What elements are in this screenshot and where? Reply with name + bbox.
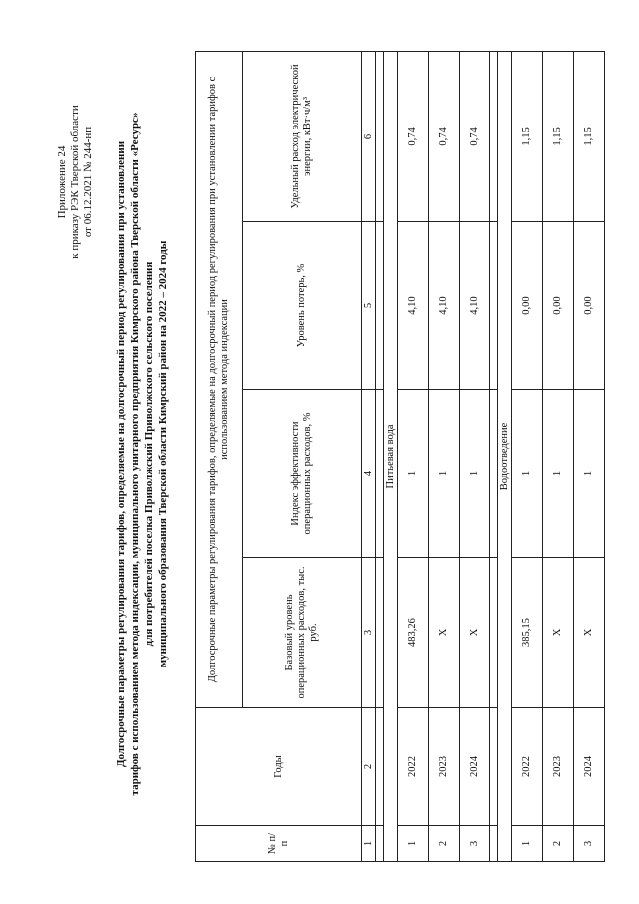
- colnum-5: 5: [362, 222, 376, 390]
- appendix-line-2: к приказу РЭК Тверской области: [69, 105, 81, 259]
- header-col-5: Уровень потерь, %: [243, 222, 362, 390]
- cell-num: 3: [459, 826, 490, 862]
- table-row: [574, 51, 605, 861]
- cell-year: 2023: [428, 708, 459, 826]
- colnum-1: 1: [362, 826, 376, 862]
- section-title-row: [498, 51, 512, 861]
- cell-base-opex: Х: [459, 558, 490, 708]
- cell-energy-use: 1,15: [574, 51, 605, 221]
- cell-energy-use: 0,74: [459, 51, 490, 221]
- cell-energy-use: 0,74: [428, 51, 459, 221]
- table-row: [512, 51, 543, 861]
- section-title-row: [384, 51, 398, 861]
- cell-year: 2022: [398, 708, 429, 826]
- title-line-1: Долгосрочные параметры регулирования тарифов, определяемые на долгосрочный период регулирования при установлении: [115, 140, 127, 768]
- cell-efficiency-index: 1: [574, 390, 605, 558]
- cell-loss-level: 4,10: [398, 222, 429, 390]
- section-title-drinking-water: Питьевая вода: [384, 51, 398, 861]
- colnum-6: 6: [362, 51, 376, 221]
- cell-loss-level: 0,00: [543, 222, 574, 390]
- colnum-3: 3: [362, 558, 376, 708]
- cell-loss-level: 0,00: [512, 222, 543, 390]
- cell-base-opex: Х: [574, 558, 605, 708]
- spacer-row: [376, 51, 384, 861]
- cell-energy-use: 0,74: [398, 51, 429, 221]
- document-title: [114, 84, 170, 824]
- cell-efficiency-index: 1: [459, 390, 490, 558]
- table-row: [543, 51, 574, 861]
- title-line-2: тарифов с использованием метода индексации, муниципального унитарного предприятия Кимрского района Тверской области «Ресурс»: [129, 112, 141, 796]
- cell-year: 2023: [543, 708, 574, 826]
- table-row: [428, 51, 459, 861]
- cell-efficiency-index: 1: [543, 390, 574, 558]
- cell-energy-use: 1,15: [543, 51, 574, 221]
- cell-efficiency-index: 1: [428, 390, 459, 558]
- cell-loss-level: 4,10: [459, 222, 490, 390]
- cell-base-opex: Х: [428, 558, 459, 708]
- spacer-row: [490, 51, 498, 861]
- header-row-group: [196, 51, 243, 861]
- cell-base-opex: Х: [543, 558, 574, 708]
- cell-loss-level: 4,10: [428, 222, 459, 390]
- cell-num: 1: [512, 826, 543, 862]
- section-title-wastewater: Водоотведение: [498, 51, 512, 861]
- cell-num: 2: [428, 826, 459, 862]
- appendix-line-1: Приложение 24: [56, 145, 68, 219]
- parameters-table: [195, 51, 605, 862]
- table-row: [459, 51, 490, 861]
- cell-efficiency-index: 1: [398, 390, 429, 558]
- header-col-6: Удельный расход электрической энергии, кВт·ч/м³: [243, 51, 362, 221]
- column-number-row: [362, 51, 376, 861]
- title-line-4: муниципального образования Тверской области Кимрский район на 2022 – 2024 годы: [157, 240, 169, 668]
- cell-loss-level: 0,00: [574, 222, 605, 390]
- header-group: Долгосрочные параметры регулирования тарифов, определяемые на долгосрочный период регулирования при установлении тарифов с использованием метода индексации: [196, 51, 243, 707]
- appendix-note: [56, 62, 95, 302]
- header-col-4: Индекс эффективности операционных расходов, %: [243, 390, 362, 558]
- header-years: Годы: [196, 708, 362, 826]
- cell-year: 2024: [574, 708, 605, 826]
- table-row: [398, 51, 429, 861]
- cell-num: 1: [398, 826, 429, 862]
- cell-base-opex: 385,15: [512, 558, 543, 708]
- cell-num: 2: [543, 826, 574, 862]
- cell-base-opex: 483,26: [398, 558, 429, 708]
- header-col-3: Базовый уровень операционных расходов, тыс. руб.: [243, 558, 362, 708]
- cell-year: 2022: [512, 708, 543, 826]
- cell-efficiency-index: 1: [512, 390, 543, 558]
- title-line-3: для потребителей поселка Приволжский Приволжского сельского поселения: [143, 261, 155, 647]
- appendix-line-3: от 06.12.2021 № 244-нп: [82, 126, 94, 238]
- colnum-4: 4: [362, 390, 376, 558]
- cell-energy-use: 1,15: [512, 51, 543, 221]
- colnum-2: 2: [362, 708, 376, 826]
- header-num: № п/п: [196, 826, 362, 862]
- cell-year: 2024: [459, 708, 490, 826]
- cell-num: 3: [574, 826, 605, 862]
